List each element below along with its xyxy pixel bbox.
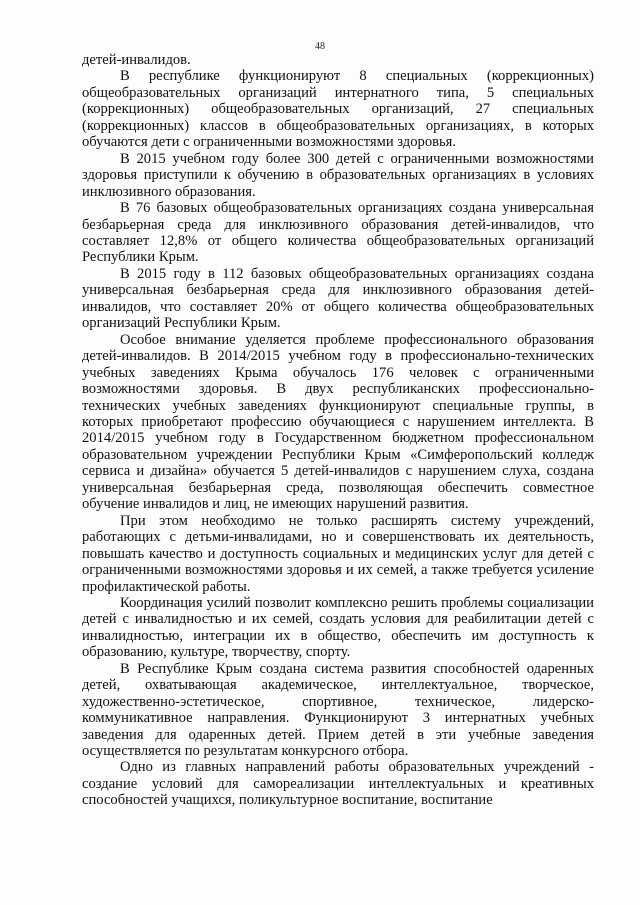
paragraph-7: При этом необходимо не только расширять систему учреждений, работающих с детьми-инвалидами, но и совершенствовать их деятельность, повышать качество и доступность социальных и медицинских услуг для детей с ограниченными возможностями здоровья и их семей, а также требуется усиление профилактической работы. bbox=[82, 512, 594, 595]
document-body bbox=[82, 52, 594, 809]
paragraph-1: детей-инвалидов. bbox=[82, 52, 191, 68]
page-number: 48 bbox=[315, 41, 325, 52]
paragraph-6: Особое внимание уделяется проблеме профессионального образования детей-инвалидов. В 2014/2015 учебном году в профессионально-технических учебных заведениях Крыма обучалось 176 человек с ограниченными возможностями здоровья. В двух республиканских профессионально-технических учебных заведениях функционируют специальные группы, в которых приобретают профессию обучающиеся с нарушением интеллекта. В 2014/2015 учебном году в Государственном бюджетном профессиональном образовательном учреждении Республики Крым «Симферопольский колледж сервиса и дизайна» обучается 5 детей-инвалидов с нарушением слуха, создана универсальная безбарьерная среда, позволяющая обеспечить совместное обучение инвалидов и лиц, не имеющих нарушений развития. bbox=[82, 331, 594, 513]
paragraph-5: В 2015 году в 112 базовых общеобразовательных организациях создана универсальная безбарьерная среда для инклюзивного образования детей-инвалидов, что составляет 20% от общего количества общеобразовательных организаций Республики Крым. bbox=[82, 265, 594, 332]
paragraph-2: В республике функционируют 8 специальных (коррекционных) общеобразовательных организаций интернатного типа, 5 специальных (коррекционных) общеобразовательных организаций, 27 специальных (коррекционных) классов в общеобразовательных организациях, в которых обучаются дети с ограниченными возможностями здоровья. bbox=[82, 68, 594, 151]
paragraph-3: В 2015 учебном году более 300 детей с ограниченными возможностями здоровья приступили к обучению в образовательных организациях в условиях инклюзивного образования. bbox=[82, 150, 594, 200]
paragraph-4: В 76 базовых общеобразовательных организациях создана универсальная безбарьерная среда для инклюзивного образования детей-инвалидов, что составляет 12,8% от общего количества общеобразовательных организаций Республики Крым. bbox=[82, 200, 594, 266]
paragraph-10: Одно из главных направлений работы образовательных учреждений - создание условий для самореализации интеллектуальных и креативных способностей учащихся, поликультурное воспитание, воспитание bbox=[82, 759, 594, 809]
paragraph-8: Координация усилий позволит комплексно решить проблемы социализации детей с инвалидностью и их семей, создать условия для реабилитации детей с инвалидностью, интеграции их в общество, обеспечить им доступность к образованию, культуре, творчеству, спорту. bbox=[82, 594, 594, 661]
paragraph-9: В Республике Крым создана система развития способностей одаренных детей, охватывающая академическое, интеллектуальное, творческое, художественно-эстетическое, спортивное, техническое, лидерско-коммуникативное направления. Функционируют 3 интернатных учебных заведения для одаренных детей. Прием детей в эти учебные заведения осуществляется по результатам конкурсного отбора. bbox=[82, 660, 594, 760]
